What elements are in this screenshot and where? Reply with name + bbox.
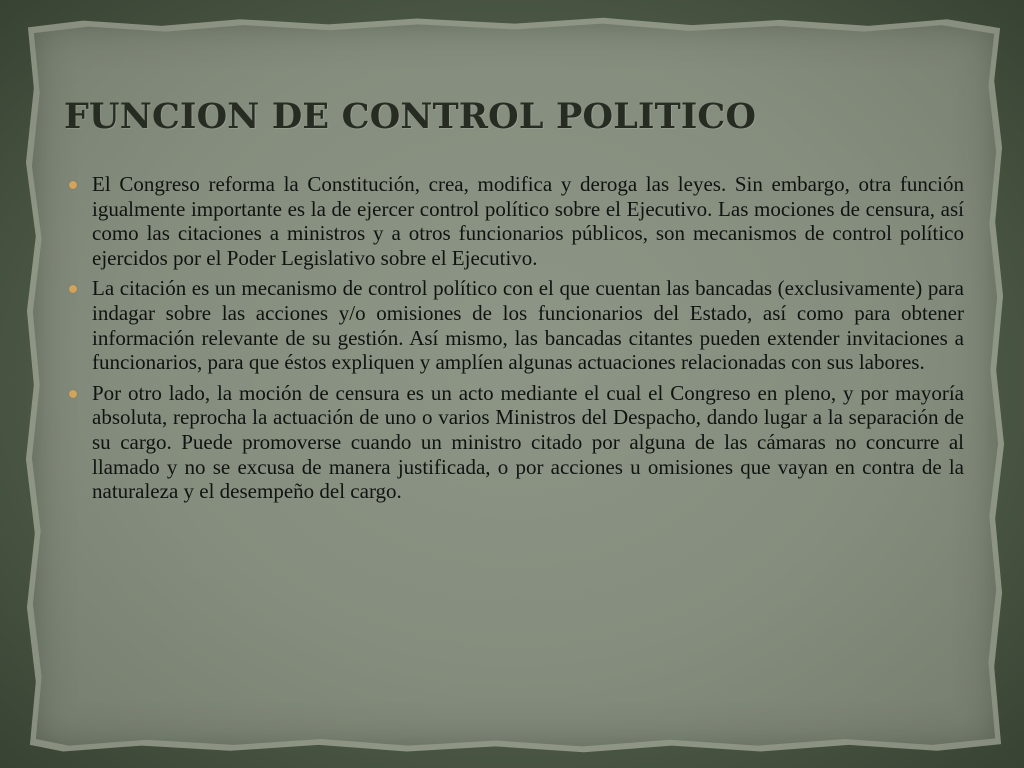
bullet-item [62,172,964,270]
bullet-item [62,276,964,374]
bullet-item [62,381,964,504]
bullet-text: La citación es un mecanismo de control político con el que cuentan las bancadas (exclusivamente) para indagar sobre las acciones y/o omisiones de los funcionarios del Estado, así como para obtener información relevante de su gestión. Así mismo, las bancadas citantes pueden extender invitaciones a funcionarios, para que éstos expliquen y amplíen algunas actuaciones relacionadas con sus labores. [92,276,964,375]
bullet-dot-icon [69,181,77,189]
bullet-text: Por otro lado, la moción de censura es un acto mediante el cual el Congreso en pleno, y por mayoría absoluta, reprocha la actuación de uno o varios Ministros del Despacho, dando lugar a la separación de su cargo. Puede promoverse cuando un ministro citado por alguna de las cámaras no concurre al llamado y no se excusa de manera justificada, o por acciones u omisiones que vayan en contra de la naturaleza y el desempeño del cargo. [92,380,964,504]
slide-title: FUNCION DE CONTROL POLITICO [64,96,757,137]
bullet-dot-icon [69,390,77,398]
bullet-list [62,172,964,510]
bullet-text: El Congreso reforma la Constitución, crea, modifica y deroga las leyes. Sin embargo, otra función igualmente importante es la de ejercer control político sobre el Ejecutivo. Las mociones de censura, así como las citaciones a ministros y a otros funcionarios públicos, son mecanismos de control político ejercidos por el Poder Legislativo sobre el Ejecutivo. [92,172,964,270]
bullet-dot-icon [69,285,77,293]
